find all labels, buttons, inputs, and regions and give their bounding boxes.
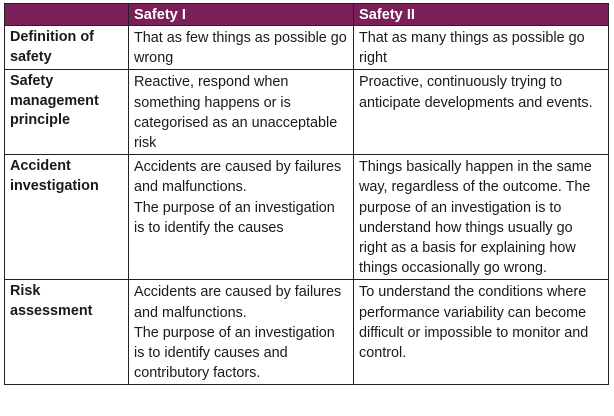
table-row-risk-assessment [5, 280, 609, 385]
cell-text: That as many things as possible go right [359, 30, 585, 67]
header-safety-2: Safety II [354, 4, 609, 26]
row-label-management-principle: Safety management principle [5, 70, 129, 155]
row-label-risk-assessment: Risk assessment [5, 280, 129, 385]
comparison-table-container [4, 3, 609, 385]
table-row-definition [5, 26, 609, 70]
table-row-management-principle [5, 70, 609, 155]
cell-text: The purpose of an investigation is to identify the causes [134, 199, 335, 236]
cell-safety1-management-principle [129, 70, 354, 155]
header-safety-1: Safety I [129, 4, 354, 26]
cell-safety2-risk-assessment [354, 280, 609, 385]
cell-text: To understand the conditions where performance variability can become difficult or impossible to monitor and control. [359, 284, 589, 362]
row-label-definition: Definition of safety [5, 26, 129, 70]
cell-text: The purpose of an investigation is to identify causes and contributory factors. [134, 324, 335, 382]
safety-comparison-table [4, 3, 609, 385]
cell-safety1-definition [129, 26, 354, 70]
cell-safety1-accident-investigation [129, 155, 354, 280]
cell-text: Reactive, respond when something happens or is categorised as an unacceptable risk [134, 74, 338, 152]
row-label-accident-investigation: Accident investigation [5, 155, 129, 280]
cell-text: Accidents are caused by failures and malfunctions. [134, 284, 342, 321]
cell-safety1-risk-assessment [129, 280, 354, 385]
cell-text: Proactive, continuously trying to anticipate developments and events. [359, 74, 593, 111]
cell-text: That as few things as possible go wrong [134, 30, 347, 67]
table-row-accident-investigation [5, 155, 609, 280]
header-corner-cell [5, 4, 129, 26]
cell-safety2-definition [354, 26, 609, 70]
cell-text: Accidents are caused by failures and malfunctions. [134, 159, 342, 196]
cell-text: Things basically happen in the same way, regardless of the outcome. The purpose of an investigation is to understand how things usually go right as a basis for explaining how things occasionally go wrong. [359, 159, 592, 277]
cell-safety2-accident-investigation [354, 155, 609, 280]
cell-safety2-management-principle [354, 70, 609, 155]
header-row [5, 4, 609, 26]
